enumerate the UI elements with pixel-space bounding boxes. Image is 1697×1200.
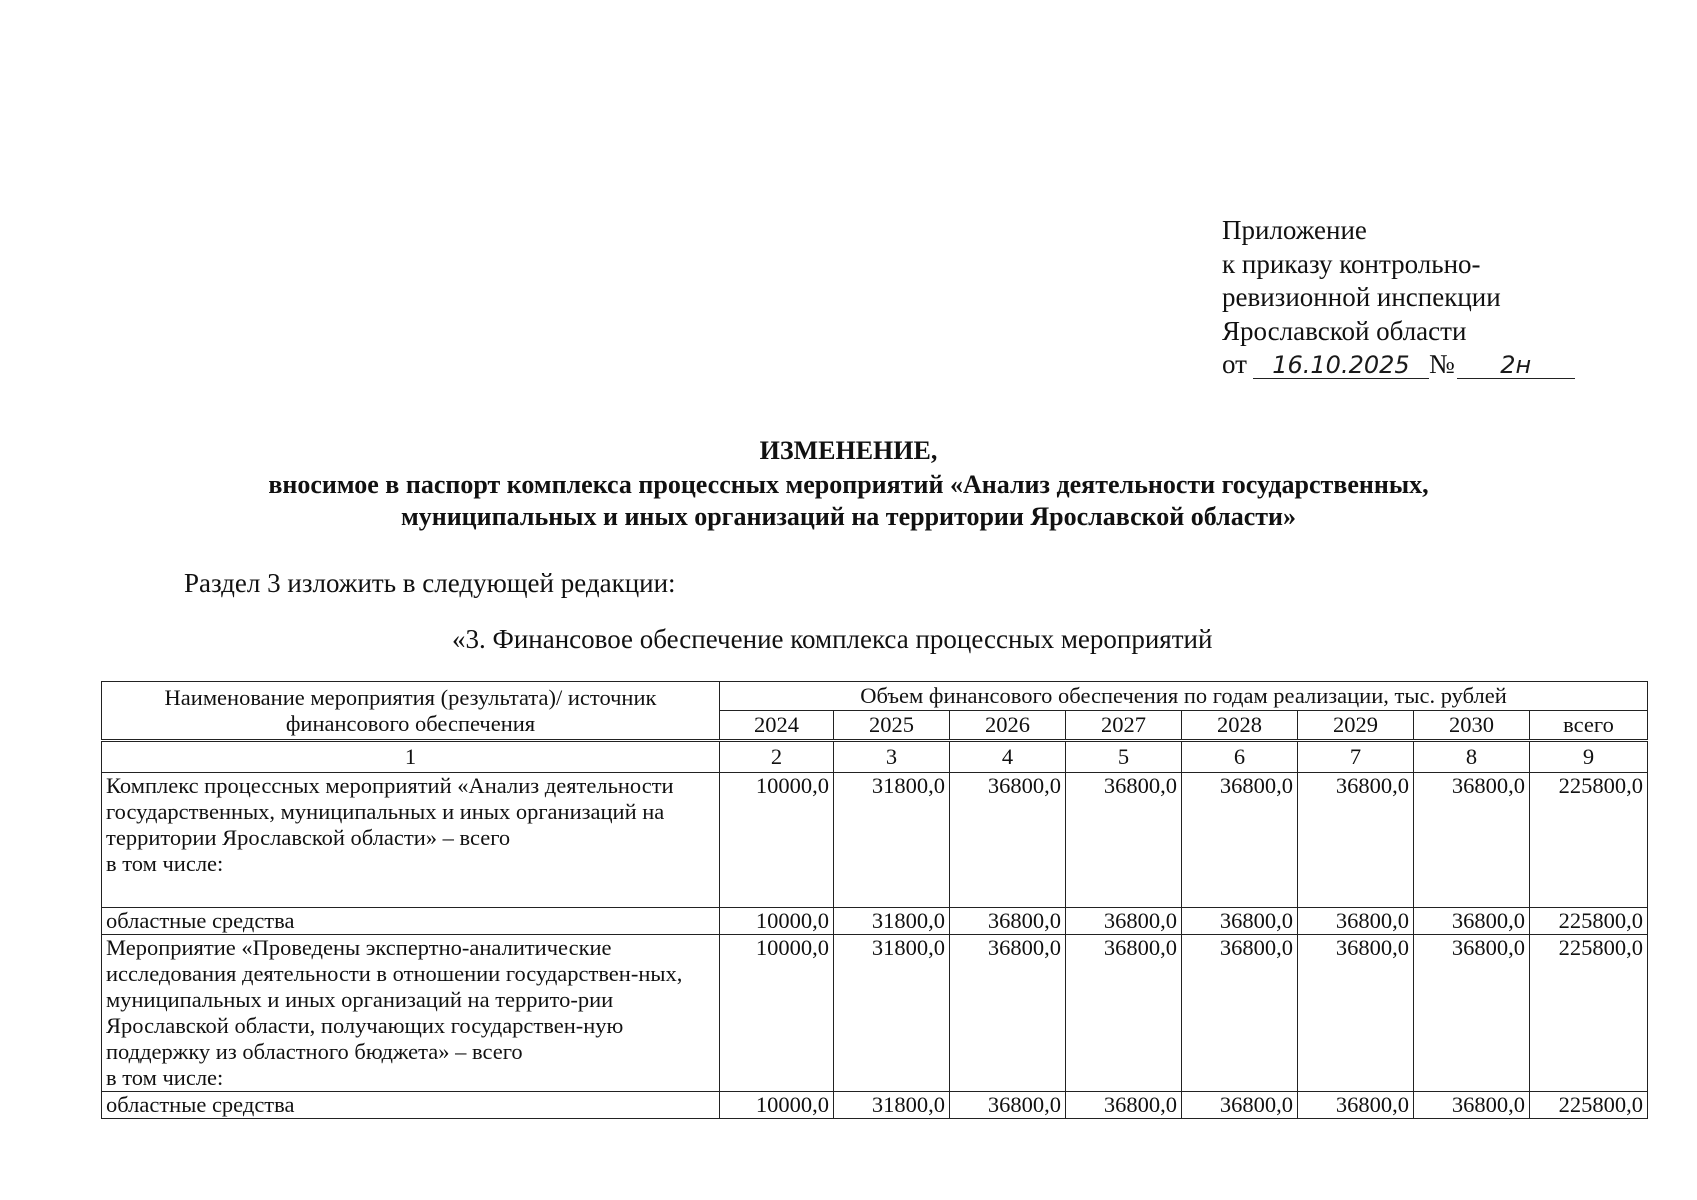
year-value-cell: 36800,0 (950, 908, 1066, 935)
document-title: ИЗМЕНЕНИЕ, (759, 436, 938, 465)
handwritten-number: 2н (1457, 352, 1575, 379)
year-value-cell: 36800,0 (1182, 773, 1298, 908)
year-header: 2025 (834, 711, 950, 740)
appendix-line-4: Ярославской области (1222, 315, 1467, 346)
year-value-cell: 10000,0 (720, 773, 834, 908)
name-column-header: Наименование мероприятия (результата)/ источник финансового обеспечения (102, 682, 720, 740)
row-name: областные средства (106, 908, 295, 933)
year-value-cell: 36800,0 (1066, 908, 1182, 935)
index-cell: 8 (1414, 742, 1530, 773)
number-sign: № (1428, 349, 1455, 379)
year-value-cell: 36800,0 (1298, 773, 1414, 908)
year-value-cell: 36800,0 (1066, 773, 1182, 908)
row-subline: в том числе: (106, 851, 224, 876)
year-header: 2029 (1298, 711, 1414, 740)
year-value-cell: 36800,0 (1066, 935, 1182, 1092)
document-subtitle-line-1: вносимое в паспорт комплекса процессных мероприятий «Анализ деятельности государственных, (268, 470, 1429, 499)
year-value-cell: 36800,0 (950, 1092, 1066, 1119)
year-value-cell: 10000,0 (720, 908, 834, 935)
appendix-line-3: ревизионной инспекции (1222, 282, 1501, 312)
row-name-cell (102, 1092, 720, 1119)
year-header: 2030 (1414, 711, 1530, 740)
table-row (102, 773, 1648, 908)
year-value-cell: 36800,0 (1298, 935, 1414, 1092)
document-subtitle-line-2: муниципальных и иных организаций на территории Ярославской области» (401, 502, 1296, 531)
table-row (102, 908, 1648, 935)
date-prefix: от (1222, 349, 1247, 379)
year-value-cell: 36800,0 (1182, 935, 1298, 1092)
total-value-cell: 225800,0 (1530, 1092, 1648, 1119)
year-value-cell: 36800,0 (1414, 1092, 1530, 1119)
index-cell: 2 (720, 742, 834, 773)
index-cell: 3 (834, 742, 950, 773)
total-value-cell: 225800,0 (1530, 935, 1648, 1092)
index-cell: 7 (1298, 742, 1414, 773)
index-cell: 9 (1530, 742, 1648, 773)
year-value-cell: 31800,0 (834, 1092, 950, 1119)
year-value-cell: 31800,0 (834, 773, 950, 908)
year-value-cell: 31800,0 (834, 935, 950, 1092)
index-cell: 1 (102, 742, 720, 773)
volume-header: Объем финансового обеспечения по годам реализации, тыс. рублей (720, 682, 1648, 711)
total-header: всего (1530, 711, 1648, 740)
appendix-line-2: к приказу контрольно- (1222, 248, 1481, 279)
row-name-cell (102, 935, 720, 1092)
total-value-cell: 225800,0 (1530, 908, 1648, 935)
row-name: Комплекс процессных мероприятий «Анализ деятельности государственных, муниципальных и иных организаций на территории Ярославской области» – всего (106, 773, 674, 850)
year-header: 2026 (950, 711, 1066, 740)
year-value-cell: 36800,0 (1182, 1092, 1298, 1119)
index-cell: 5 (1066, 742, 1182, 773)
appendix-block (1222, 214, 1575, 382)
row-name: областные средства (106, 1092, 295, 1117)
year-value-cell: 36800,0 (1414, 773, 1530, 908)
table-row (102, 935, 1648, 1092)
total-value-cell: 225800,0 (1530, 773, 1648, 908)
row-name-cell (102, 773, 720, 908)
index-row (102, 742, 1648, 773)
appendix-date-line (1222, 348, 1575, 382)
year-value-cell: 36800,0 (1182, 908, 1298, 935)
index-cell: 6 (1182, 742, 1298, 773)
year-value-cell: 36800,0 (1414, 935, 1530, 1092)
index-cell: 4 (950, 742, 1066, 773)
appendix-line-1: Приложение (1222, 215, 1367, 245)
header-row-1 (102, 682, 1648, 711)
table-row (102, 1092, 1648, 1119)
year-value-cell: 10000,0 (720, 1092, 834, 1119)
instruction-text: Раздел 3 изложить в следующей редакции: (184, 568, 676, 598)
year-value-cell: 36800,0 (950, 773, 1066, 908)
row-name-cell (102, 908, 720, 935)
year-header: 2027 (1066, 711, 1182, 740)
year-value-cell: 10000,0 (720, 935, 834, 1092)
year-header: 2028 (1182, 711, 1298, 740)
row-name: Мероприятие «Проведены экспертно-аналитические исследования деятельности в отношении государствен-ных, муниципальных и иных организаций на террито-рии Ярославской области, получающих государствен-ную поддержку из областного бюджета» – всего (106, 935, 683, 1064)
table-body (102, 682, 1648, 1119)
year-value-cell: 36800,0 (1414, 908, 1530, 935)
section-title: «3. Финансовое обеспечение комплекса процессных мероприятий (452, 624, 1213, 654)
handwritten-date: 16.10.2025 (1253, 352, 1429, 379)
year-header: 2024 (720, 711, 834, 740)
row-subline: в том числе: (106, 1065, 224, 1090)
year-value-cell: 36800,0 (1298, 908, 1414, 935)
year-value-cell: 36800,0 (950, 935, 1066, 1092)
year-value-cell: 31800,0 (834, 908, 950, 935)
year-value-cell: 36800,0 (1066, 1092, 1182, 1119)
financing-table (101, 681, 1648, 1119)
year-value-cell: 36800,0 (1298, 1092, 1414, 1119)
